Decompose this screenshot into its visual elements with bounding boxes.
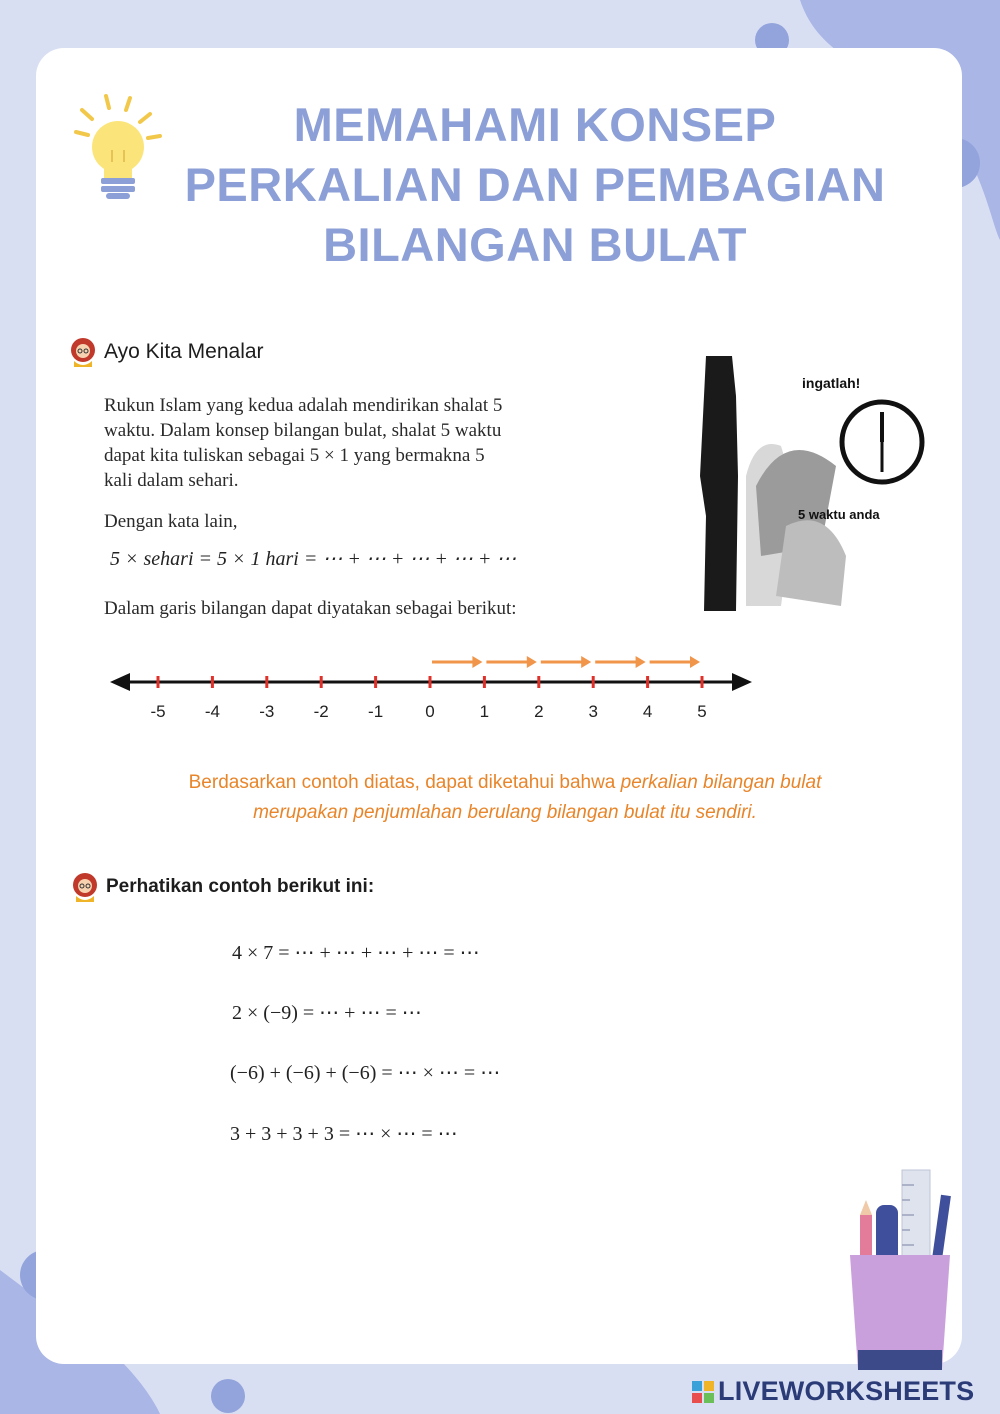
tick-label: 1	[479, 702, 490, 721]
section-heading-examples	[72, 872, 374, 902]
brand-text: LIVEWORKSHEETS	[718, 1376, 975, 1406]
tick-label: 0	[425, 702, 435, 721]
number-line	[100, 640, 780, 730]
liveworksheets-brand	[692, 1376, 974, 1407]
jump-arrow-head	[636, 656, 646, 668]
example-2: 2 × (−9) = ⋯ + ⋯ = ⋯	[232, 1002, 422, 1024]
student-avatar-icon	[72, 872, 98, 902]
example-1: 4 × 7 = ⋯ + ⋯ + ⋯ + ⋯ = ⋯	[232, 942, 480, 964]
student-avatar-icon	[70, 337, 96, 367]
title-line-1: MEMAHAMI KONSEP	[293, 98, 777, 151]
jump-arrow-head	[581, 656, 591, 668]
tick-label: -1	[368, 702, 384, 721]
dengan-kata-lain-text: Dengan kata lain,	[104, 511, 238, 532]
section-heading-label: Perhatikan contoh berikut ini:	[106, 876, 375, 897]
section-heading-label: Ayo Kita Menalar	[104, 340, 264, 363]
title-line-2: PERKALIAN DAN PEMBAGIAN	[184, 158, 886, 211]
tick-label: 5	[697, 702, 707, 721]
caption-5-waktu: 5 waktu anda	[798, 507, 880, 522]
tick-label: -4	[204, 702, 220, 721]
tick-label: -3	[259, 702, 275, 721]
example-3: (−6) + (−6) + (−6) = ⋯ × ⋯ = ⋯	[230, 1062, 501, 1084]
prayer-illustration	[686, 356, 930, 614]
conclusion-italic-2: merupakan penjumlahan berulang bilangan bulat itu sendiri.	[253, 802, 757, 823]
tick-label: -5	[150, 702, 166, 721]
decor-circle	[211, 1379, 245, 1413]
conclusion-normal: Berdasarkan contoh diatas, dapat diketahui bahwa	[188, 772, 621, 793]
paragraph-line: Rukun Islam yang kedua adalah mendirikan shalat 5	[104, 395, 503, 416]
paragraph-line: dapat kita tuliskan sebagai 5 × 1 yang bermakna 5	[104, 445, 485, 466]
axis-arrow-right	[732, 673, 752, 691]
tick-label: 4	[642, 702, 653, 721]
paragraph-line: waktu. Dalam konsep bilangan bulat, shalat 5 waktu	[104, 420, 502, 441]
jump-arrow-head	[527, 656, 537, 668]
caption-ingatlah: ingatlah!	[802, 375, 861, 391]
conclusion-text	[110, 768, 900, 828]
conclusion-italic-1: perkalian bilangan bulat	[620, 772, 822, 793]
jump-arrow-head	[472, 656, 482, 668]
paragraph-line: kali dalam sehari.	[104, 470, 239, 491]
intro-paragraph	[104, 393, 624, 493]
equation-sehari: 5 × sehari = 5 × 1 hari = ⋯ + ⋯ + ⋯ + ⋯ + ⋯	[110, 548, 517, 570]
tick-label: -2	[313, 702, 329, 721]
section-heading-reasoning	[70, 337, 264, 367]
example-4: 3 + 3 + 3 + 3 = ⋯ × ⋯ = ⋯	[230, 1123, 458, 1145]
page-title	[130, 95, 940, 275]
title-line-3: BILANGAN BULAT	[323, 218, 747, 271]
jump-arrow-head	[690, 656, 700, 668]
pencil-cup-icon	[840, 1165, 960, 1385]
liveworksheets-logo-icon	[692, 1381, 714, 1403]
number-line-intro: Dalam garis bilangan dapat diyatakan sebagai berikut:	[104, 598, 517, 619]
axis-arrow-left	[110, 673, 130, 691]
tick-label: 3	[588, 702, 598, 721]
tick-label: 2	[534, 702, 544, 721]
